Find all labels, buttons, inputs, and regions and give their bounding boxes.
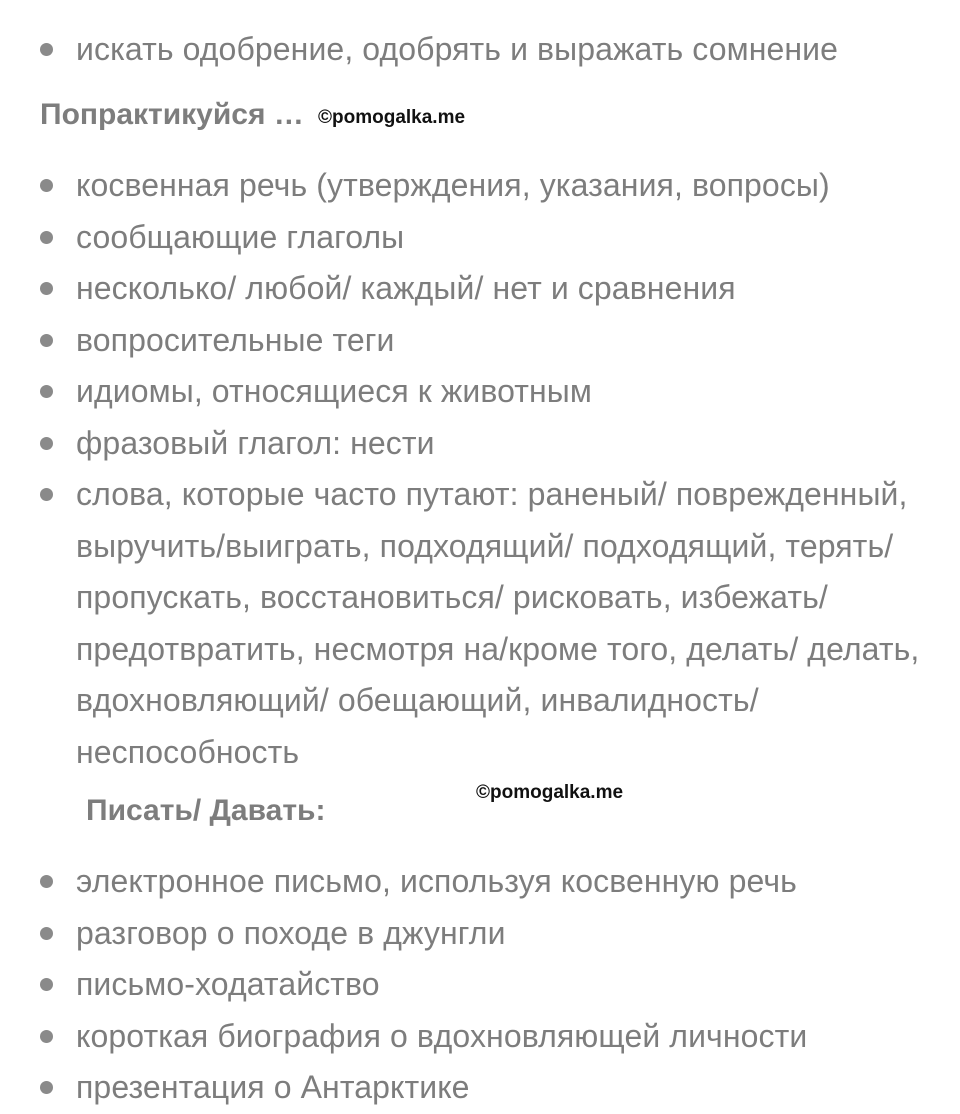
list-item-text: вопросительные теги <box>76 321 395 358</box>
intro-list <box>0 24 960 76</box>
bullet-icon <box>40 334 53 347</box>
list-item <box>0 160 960 212</box>
list-item-text: искать одобрение, одобрять и выражать сомнение <box>76 31 839 67</box>
bullet-icon <box>40 875 53 888</box>
list-item <box>0 24 960 76</box>
list-item <box>0 856 960 908</box>
list-item <box>0 212 960 264</box>
list-item-text: сообщающие глаголы <box>76 218 405 255</box>
practice-list <box>0 160 960 778</box>
bullet-icon <box>40 1081 53 1094</box>
list-item <box>0 263 960 315</box>
list-item <box>0 1011 960 1063</box>
list-item-text: идиомы, относящиеся к животным <box>76 373 592 409</box>
list-item <box>0 366 960 418</box>
list-item <box>0 315 960 367</box>
list-item-text: слова, которые часто путают: раненый/ поврежденный, выручить/выиграть, подходящий/ подходящий, терять/ пропускать, восстановиться/ рисковать, избежать/ предотвратить, несмотря на/кроме того, делать/ делать, вдохновляющий/ обещающий, инвалидность/ неспособность <box>76 476 920 770</box>
watermark: ©pomogalka.me <box>318 107 466 128</box>
bullet-icon <box>40 179 53 192</box>
list-item-text: косвенная речь (утверждения, указания, вопросы) <box>76 167 830 203</box>
list-item <box>0 959 960 1011</box>
list-item-text: письмо-ходатайство <box>76 966 380 1002</box>
list-item-text: несколько/ любой/ каждый/ нет и сравнения <box>76 270 736 306</box>
bullet-icon <box>40 385 53 398</box>
bullet-icon <box>40 437 53 450</box>
list-item <box>0 908 960 960</box>
writing-list <box>0 856 960 1114</box>
bullet-icon <box>40 927 53 940</box>
bullet-icon <box>40 282 53 295</box>
list-item-text: электронное письмо, используя косвенную речь <box>76 863 797 899</box>
watermark: ©pomogalka.me <box>476 782 624 803</box>
bullet-icon <box>40 43 53 56</box>
list-item-text: разговор о походе в джунгли <box>76 914 506 951</box>
bullet-icon <box>40 488 53 501</box>
list-item-text: короткая биография о вдохновляющей личности <box>76 1017 808 1054</box>
list-item-text: фразовый глагол: нести <box>76 424 435 461</box>
list-item <box>0 418 960 470</box>
writing-heading: Писать/ Давать: <box>86 794 326 827</box>
bullet-icon <box>40 1030 53 1043</box>
bullet-icon <box>40 978 53 991</box>
list-item-text: презентация о Антарктике <box>76 1069 470 1105</box>
bullet-icon <box>40 231 53 244</box>
practice-heading: Попрактикуйся … <box>40 98 304 131</box>
list-item <box>0 469 960 778</box>
list-item <box>0 1062 960 1114</box>
